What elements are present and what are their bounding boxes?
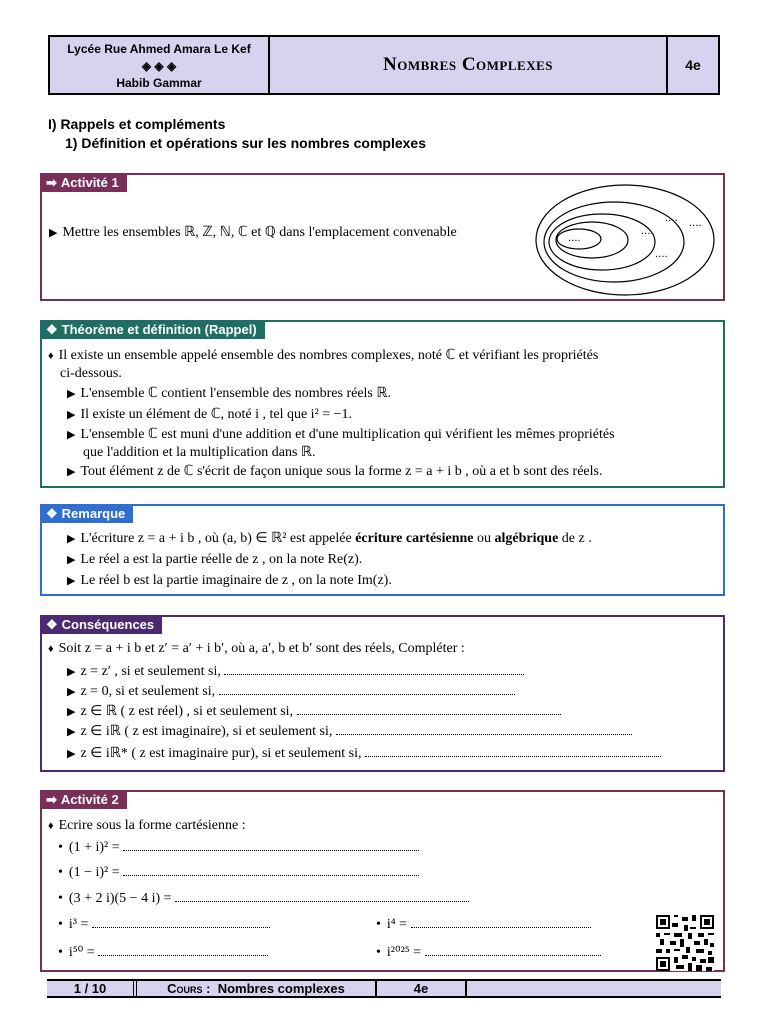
triangle-bullet-icon: ▶ bbox=[67, 748, 76, 760]
school-name: Lycée Rue Ahmed Amara Le Kef bbox=[67, 42, 251, 56]
answer-line[interactable] bbox=[175, 892, 469, 902]
diamond-bullet-icon: ♦ bbox=[48, 350, 54, 362]
consequences-box bbox=[40, 615, 725, 772]
level-badge: 4e bbox=[685, 57, 701, 73]
triangle-bullet-icon: ▶ bbox=[67, 575, 76, 587]
four-diamond-icon: ❖ bbox=[46, 322, 58, 337]
triangle-bullet-icon: ▶ bbox=[67, 429, 76, 441]
exercise-7: • i²⁰²⁵ = bbox=[376, 944, 601, 962]
exercise-2: • (1 − i)² = bbox=[58, 864, 419, 882]
consequences-tag: ❖ Conséquences bbox=[40, 615, 162, 634]
triangle-bullet-icon: ▶ bbox=[67, 554, 76, 566]
remarque-item-2: ▶ Le réel a est la partie réelle de z , on la note Re(z). bbox=[67, 552, 363, 567]
remarque-item-3: ▶ Le réel b est la partie imaginaire de z , on la note Im(z). bbox=[67, 573, 392, 588]
document-header bbox=[48, 35, 720, 95]
ornament: ◈ ◈ ◈ bbox=[141, 59, 177, 73]
consequence-item-4: ▶ z ∈ iℝ ( z est imaginaire), si et seulement si, bbox=[67, 723, 632, 741]
remarque-box bbox=[40, 504, 725, 596]
exercise-1: • (1 + i)² = bbox=[58, 839, 419, 857]
exercise-3: • (3 + 2 i)(5 − 4 i) = bbox=[58, 890, 469, 908]
answer-line[interactable] bbox=[297, 705, 561, 715]
answer-line[interactable] bbox=[92, 918, 270, 928]
set-ellipse-outer bbox=[536, 185, 714, 295]
activite-2-box bbox=[40, 790, 725, 972]
triangle-bullet-icon: ▶ bbox=[67, 726, 76, 738]
answer-line[interactable] bbox=[219, 685, 515, 695]
section-heading: I) Rappels et compléments bbox=[48, 116, 226, 132]
diamond-bullet-icon: ♦ bbox=[48, 643, 54, 655]
exercise-4: • i³ = bbox=[58, 916, 270, 934]
exercise-5: • i⁴ = bbox=[376, 916, 591, 934]
answer-line[interactable] bbox=[224, 665, 524, 675]
remarque-tag: ❖ Remarque bbox=[40, 504, 133, 523]
set-label-3: .... bbox=[665, 213, 678, 224]
remarque-item-1: ▶ L'écriture z = a + i b , où (a, b) ∈ ℝ² est appelée écriture cartésienne ou algébrique de z . bbox=[67, 531, 592, 546]
consequences-intro: ♦ Soit z = a + i b et z′ = a′ + i b′, où a, a′, b et b′ sont des réels, Compléter : bbox=[48, 641, 465, 656]
answer-line[interactable] bbox=[123, 866, 419, 876]
set-label-5: .... bbox=[655, 249, 668, 260]
answer-line[interactable] bbox=[98, 946, 268, 956]
exercise-6: • i⁵⁰ = bbox=[58, 944, 268, 962]
triangle-bullet-icon: ▶ bbox=[67, 409, 76, 421]
footer-course-label: Cours : bbox=[167, 981, 211, 996]
answer-line[interactable] bbox=[425, 946, 601, 956]
theoreme-item-2: ▶ Il existe un élément de ℂ, noté i , tel que i² = −1. bbox=[67, 407, 353, 422]
theoreme-item-1: ▶ L'ensemble ℂ contient l'ensemble des nombres réels ℝ. bbox=[67, 386, 391, 401]
theoreme-intro-cont: ci-dessous. bbox=[60, 366, 122, 381]
triangle-bullet-icon: ▶ bbox=[67, 533, 76, 545]
activite-1-tag: ➡ Activité 1 bbox=[40, 173, 127, 192]
teacher-name: Habib Gammar bbox=[116, 76, 202, 90]
consequence-item-3: ▶ z ∈ ℝ ( z est réel) , si et seulement si, bbox=[67, 703, 561, 721]
page-number: 1 / 10 bbox=[47, 981, 137, 996]
theoreme-box bbox=[40, 320, 725, 488]
section-subheading: 1) Définition et opérations sur les nombres complexes bbox=[65, 135, 426, 151]
answer-line[interactable] bbox=[336, 725, 632, 735]
activite-1-box bbox=[40, 173, 725, 301]
school-block bbox=[50, 37, 270, 93]
page-footer bbox=[47, 979, 721, 998]
triangle-bullet-icon: ▶ bbox=[67, 466, 76, 478]
footer-empty bbox=[467, 981, 721, 996]
consequence-item-1: ▶ z = z′ , si et seulement si, bbox=[67, 663, 524, 681]
consequence-item-5: ▶ z ∈ iℝ* ( z est imaginaire pur), si et seulement si, bbox=[67, 745, 661, 763]
theoreme-item-3-cont: que l'addition et la multiplication dans ℝ. bbox=[83, 445, 316, 460]
set-ellipse-2 bbox=[556, 222, 628, 258]
diamond-bullet-icon: ♦ bbox=[48, 820, 54, 832]
four-diamond-icon: ❖ bbox=[46, 617, 58, 632]
triangle-bullet-icon: ▶ bbox=[67, 706, 76, 718]
four-diamond-icon: ❖ bbox=[46, 506, 58, 521]
answer-line[interactable] bbox=[123, 841, 419, 851]
triangle-bullet-icon: ▶ bbox=[67, 686, 76, 698]
footer-course bbox=[137, 981, 377, 996]
set-label-4: .... bbox=[689, 218, 702, 229]
footer-course-title: Nombres complexes bbox=[217, 981, 345, 996]
nested-sets-diagram bbox=[532, 180, 717, 298]
arrow-right-icon: ➡ bbox=[46, 792, 57, 807]
set-label-1: .... bbox=[568, 233, 581, 244]
triangle-bullet-icon: ▶ bbox=[49, 227, 58, 239]
answer-line[interactable] bbox=[411, 918, 591, 928]
set-label-2: .... bbox=[641, 226, 654, 237]
theoreme-item-3: ▶ L'ensemble ℂ est muni d'une addition et d'une multiplication qui vérifient les mêmes propriétés bbox=[67, 427, 615, 442]
activite-1-text: ▶ Mettre les ensembles ℝ, ℤ, ℕ, ℂ et ℚ dans l'emplacement convenable bbox=[49, 225, 457, 240]
activite-2-tag: ➡ Activité 2 bbox=[40, 790, 127, 809]
arrow-right-icon: ➡ bbox=[46, 175, 57, 190]
document-title: Nombres Complexes bbox=[270, 37, 668, 93]
theoreme-tag: ❖ Théorème et définition (Rappel) bbox=[40, 320, 265, 339]
activite-2-intro: ♦ Ecrire sous la forme cartésienne : bbox=[48, 818, 246, 833]
theoreme-intro: ♦ Il existe un ensemble appelé ensemble des nombres complexes, noté ℂ et vérifiant les propriétés bbox=[48, 348, 599, 363]
answer-line[interactable] bbox=[365, 747, 661, 757]
qr-code-icon[interactable] bbox=[656, 915, 714, 971]
triangle-bullet-icon: ▶ bbox=[67, 666, 76, 678]
footer-level: 4e bbox=[377, 981, 467, 996]
consequence-item-2: ▶ z = 0, si et seulement si, bbox=[67, 683, 515, 701]
theoreme-item-4: ▶ Tout élément z de ℂ s'écrit de façon unique sous la forme z = a + i b , où a et b sont des réels. bbox=[67, 464, 603, 479]
triangle-bullet-icon: ▶ bbox=[67, 388, 76, 400]
set-ellipse-4 bbox=[544, 202, 684, 282]
